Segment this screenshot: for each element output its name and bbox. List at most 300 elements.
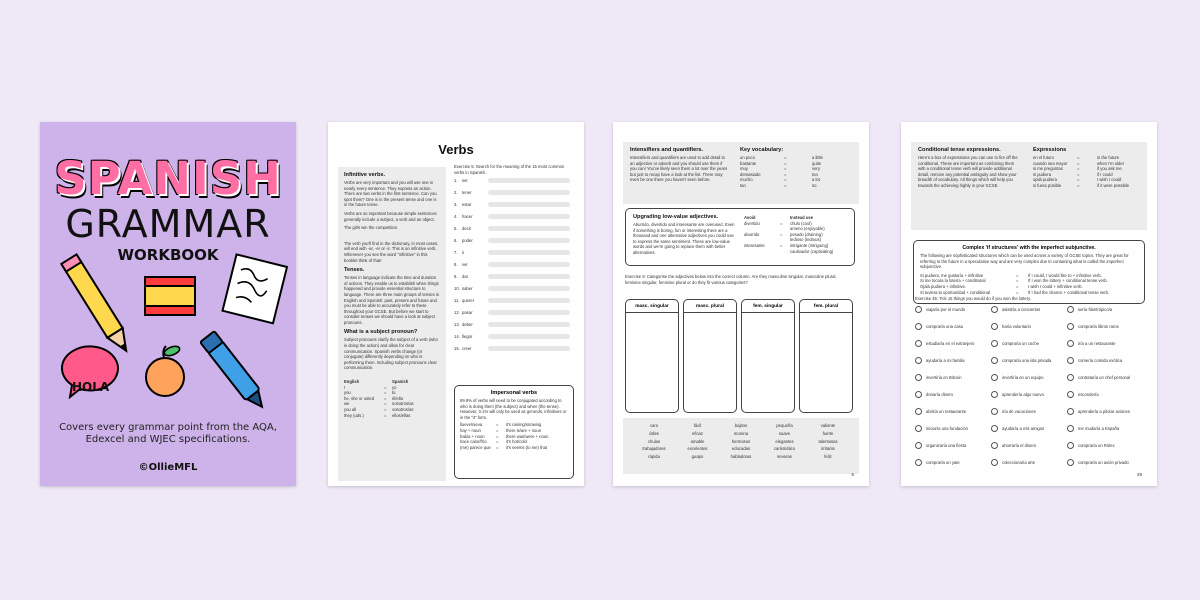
tick-label: coleccionaría arte bbox=[1002, 459, 1036, 465]
verb-infinitive: saber bbox=[462, 285, 473, 291]
tick-label: viajaría por el mundo bbox=[926, 306, 966, 312]
verb-infinitive: decir bbox=[462, 225, 472, 231]
note-icon bbox=[223, 254, 287, 323]
tick-row bbox=[915, 408, 1145, 415]
adjective-word: carismático bbox=[773, 446, 796, 452]
pronoun-english: I bbox=[344, 384, 346, 390]
adjective-word: fuerte bbox=[822, 430, 834, 436]
tick-item bbox=[1067, 340, 1143, 347]
tick-label: iría de vacaciones bbox=[1002, 408, 1036, 414]
verb-row bbox=[454, 190, 570, 196]
verb-row bbox=[454, 274, 570, 280]
tick-item bbox=[1067, 306, 1143, 313]
tick-label: escondería bbox=[1078, 391, 1099, 397]
exercise5-prompt: Exercise 5: Search for the meaning of the 15 most common verbs in Spanish. bbox=[454, 164, 565, 175]
pencil-icon bbox=[61, 254, 133, 355]
infinitive-heading: Infinitive verbs. bbox=[344, 172, 386, 178]
verb-row bbox=[454, 310, 570, 316]
tick-label: organizaría una fiesta bbox=[926, 442, 967, 448]
tick-circle[interactable] bbox=[991, 340, 998, 347]
impersonal-cell: = bbox=[496, 422, 499, 428]
if-structure-cell: = bbox=[1016, 283, 1019, 289]
impersonal-cell: hay + noun bbox=[460, 427, 481, 433]
tenses-text: Tenses in language indicate the time and duration of actions. They enable us to establish when things happened and provide essential structure to language. There are three main groups of tenses in English and Spanish: past, present and future and you must be able to accurately refer to these throughout your GCSE. But before we start to consider tenses we should have a look at subject pronouns. bbox=[344, 275, 440, 325]
adjective-word: suave bbox=[778, 430, 791, 436]
pronoun-english: you bbox=[344, 390, 351, 396]
tick-label: compraría libros raros bbox=[1078, 323, 1119, 329]
category-column[interactable] bbox=[683, 299, 737, 413]
if-structure-cell: If I could, I would like to + infinitive verb. bbox=[1028, 272, 1102, 278]
if-structure-cell: I wish I could + infinitive verb. bbox=[1028, 283, 1083, 289]
tick-item bbox=[1067, 323, 1143, 330]
tick-list bbox=[915, 306, 1145, 476]
adjective-word: amable bbox=[690, 438, 705, 444]
answer-line[interactable] bbox=[488, 202, 570, 207]
verb-infinitive: ver bbox=[462, 261, 468, 267]
verb-infinitive: pasar bbox=[462, 309, 473, 315]
verb-row bbox=[454, 250, 570, 256]
upgrade-cell: = bbox=[780, 242, 783, 248]
tick-circle[interactable] bbox=[1067, 459, 1074, 466]
expression-cell: = bbox=[1077, 160, 1080, 166]
if-structure-cell: Si me tocara la lotería + conditional bbox=[920, 278, 986, 284]
tick-row bbox=[915, 306, 1145, 313]
vocab-rows bbox=[740, 155, 852, 189]
tick-label: compraría un Rolex bbox=[1078, 442, 1115, 448]
impersonal-cell: = bbox=[496, 427, 499, 433]
vocab-cell: tan bbox=[740, 182, 746, 188]
tick-label: ayudaría a mis amigos bbox=[1002, 425, 1045, 431]
upgrade-cell: chulo (cool) bbox=[790, 220, 812, 226]
answer-line[interactable] bbox=[488, 178, 570, 183]
tick-circle[interactable] bbox=[915, 306, 922, 313]
exercise45-prompt: Exercise 45: Tick 15 things you would do if you won the lottery. bbox=[915, 296, 1032, 301]
answer-line[interactable] bbox=[488, 286, 570, 291]
impersonal-rows bbox=[455, 422, 573, 450]
tick-circle[interactable] bbox=[915, 391, 922, 398]
tick-circle[interactable] bbox=[991, 425, 998, 432]
tick-label: sería filantrópico/a bbox=[1078, 306, 1113, 312]
verb-row bbox=[454, 238, 570, 244]
pronoun-heading: What is a subject pronoun? bbox=[344, 329, 418, 336]
if-structure-cell: Si tuviera la oportunidad + conditional bbox=[920, 289, 990, 295]
answer-line[interactable] bbox=[488, 262, 570, 267]
if-structures-heading: Complex 'if structures' with the imperfect subjunctive. bbox=[962, 245, 1096, 251]
answer-line[interactable] bbox=[488, 226, 570, 231]
impersonal-cell: it's seems (to me) that bbox=[506, 444, 548, 450]
verb-row bbox=[454, 322, 570, 328]
adjectives-page bbox=[613, 122, 869, 486]
upgrade-cell: cautivador (captivating) bbox=[790, 248, 834, 254]
tick-label: invertiría en un equipo bbox=[1002, 374, 1044, 380]
expression-row bbox=[1033, 183, 1141, 189]
adjective-row bbox=[633, 446, 849, 452]
pronoun-spanish: ellos/ellas bbox=[392, 412, 411, 418]
adjective-word: chulas bbox=[647, 438, 661, 444]
category-column[interactable] bbox=[625, 299, 679, 413]
verbs-info-panel bbox=[338, 167, 446, 481]
tick-item bbox=[915, 357, 991, 364]
answer-line[interactable] bbox=[488, 346, 570, 351]
conditional-heading: Conditional tense expressions. bbox=[918, 147, 1001, 153]
expression-cell: = bbox=[1077, 166, 1080, 172]
intensifiers-text: Intensifiers and quantifiers are used to add detail to an adjective or adverb and you should use them if you can! You've likely seen them a lot over the years but just to recap have a look at the list. There may even be one there you haven't seen before. bbox=[630, 155, 728, 183]
impersonal-cell: llueve/nieva bbox=[460, 422, 483, 428]
conditional-panel bbox=[911, 142, 1147, 230]
conditional-page bbox=[901, 122, 1157, 486]
verb-number: 15. bbox=[454, 345, 460, 351]
adjective-word: hermosos bbox=[731, 438, 751, 444]
tick-item bbox=[1067, 408, 1143, 415]
verb-row bbox=[454, 286, 570, 292]
upgrade-cell bbox=[744, 249, 780, 255]
intensifiers-panel bbox=[623, 142, 859, 204]
if-structure-cell: If I had the chance + conditional tense verb. bbox=[1028, 289, 1110, 295]
adjective-word: feliz bbox=[824, 454, 832, 460]
verb-number: 4. bbox=[454, 213, 458, 219]
tick-circle[interactable] bbox=[991, 459, 998, 466]
tick-circle[interactable] bbox=[915, 408, 922, 415]
column-heading: fem. plural bbox=[800, 300, 852, 313]
pronoun-equals: = bbox=[384, 384, 387, 390]
expression-cell: = bbox=[1077, 182, 1080, 188]
tick-label: compraría un coche bbox=[1002, 340, 1040, 346]
if-structure-cell: = bbox=[1016, 289, 1019, 295]
peach-icon bbox=[146, 345, 184, 396]
verb-infinitive: dar bbox=[462, 273, 469, 279]
tick-label: compraría una isla privada bbox=[1002, 357, 1052, 363]
verb-number: 2. bbox=[454, 189, 458, 195]
upgrade-cell bbox=[780, 249, 790, 255]
pronoun-header-cell: Spanish bbox=[392, 379, 409, 385]
adjective-row bbox=[633, 423, 849, 429]
tick-circle[interactable] bbox=[1067, 306, 1074, 313]
vocab-cell: bastante bbox=[740, 160, 757, 166]
vocab-cell: = bbox=[784, 160, 787, 166]
tick-label: estudiaría en el extranjero bbox=[926, 340, 975, 346]
impersonal-text: 99.9% of verbs will need to be conjugated according to who is doing them (the subject) and when (the tense). However, 0.1% will only be used as gerunds, infinitives or in the "it" form. bbox=[460, 398, 567, 420]
cover-title-workbook: WORKBOOK bbox=[117, 246, 219, 264]
tick-row bbox=[915, 391, 1145, 398]
tick-circle[interactable] bbox=[1067, 340, 1074, 347]
infinitive-text-3: The verb you'll find in the dictionary, in most cases, will end with -ar, -er or -ir. This is an infinitive verb. Whenever you see the word "infinitive" in this booklet think of that! bbox=[344, 240, 439, 263]
adjective-word: útiles bbox=[649, 430, 659, 436]
tick-row bbox=[915, 374, 1145, 381]
vocab-cell: = bbox=[784, 155, 787, 160]
adjective-word: irritante bbox=[821, 446, 835, 452]
tick-circle[interactable] bbox=[991, 357, 998, 364]
answer-line[interactable] bbox=[488, 238, 570, 243]
tick-circle[interactable] bbox=[1067, 391, 1074, 398]
column-heading: masc. plural bbox=[684, 300, 736, 313]
tick-item bbox=[991, 442, 1067, 449]
vocab-cell: = bbox=[784, 171, 787, 177]
verb-infinitive: tener bbox=[462, 189, 472, 195]
tick-circle[interactable] bbox=[1067, 408, 1074, 415]
verb-number: 9. bbox=[454, 273, 458, 279]
impersonal-heading: Impersonal verbs bbox=[490, 390, 538, 396]
tick-circle[interactable] bbox=[1067, 323, 1074, 330]
column-heading: masc. singular bbox=[626, 300, 678, 313]
verb-row bbox=[454, 226, 570, 232]
tick-item bbox=[991, 391, 1067, 398]
verb-list bbox=[454, 178, 570, 358]
adjective-word: bajitos bbox=[734, 423, 748, 428]
impersonal-cell: there is/are + noun bbox=[506, 427, 542, 433]
tick-item bbox=[1067, 357, 1143, 364]
answer-line[interactable] bbox=[488, 334, 570, 339]
if-structure-cell: = bbox=[1016, 278, 1019, 284]
pronoun-spanish: nosotros/as bbox=[392, 401, 414, 407]
expressions-heading: Expressions bbox=[1033, 147, 1067, 153]
vocab-cell: = bbox=[784, 182, 787, 188]
tick-item bbox=[991, 340, 1067, 347]
upgrade-cell: aburrido bbox=[744, 231, 760, 237]
tick-row bbox=[915, 459, 1145, 466]
pronoun-spanish: él/ella bbox=[392, 395, 403, 401]
tick-item bbox=[915, 323, 991, 330]
adjective-word: guapo bbox=[691, 454, 704, 460]
adjective-word: educadas bbox=[731, 446, 751, 452]
tick-item bbox=[991, 408, 1067, 415]
cover-page bbox=[40, 122, 296, 486]
vocab-cell: a little bbox=[812, 155, 823, 160]
impersonal-cell: there was/were + noun bbox=[506, 433, 549, 439]
answer-line[interactable] bbox=[488, 250, 570, 255]
vocab-cell: quite bbox=[812, 160, 822, 166]
adjective-word: severas bbox=[777, 454, 792, 460]
upgrade-cell: ameno (enjoyable) bbox=[790, 226, 825, 232]
cover-copyright: ©OllieMFL bbox=[138, 462, 198, 473]
upgrade-adjectives-box bbox=[625, 208, 855, 266]
answer-line[interactable] bbox=[488, 190, 570, 195]
adjective-word: excelentes bbox=[687, 446, 708, 452]
adjective-word: trabajadores bbox=[642, 446, 666, 452]
pronoun-equals: = bbox=[384, 390, 387, 396]
adjective-word: rápida bbox=[648, 454, 660, 460]
tick-label: donaría dinero bbox=[926, 391, 954, 397]
column-heading: fem. singular bbox=[742, 300, 794, 313]
verb-row bbox=[454, 202, 570, 208]
if-structure-cell: Ojalá pudiera + infinitive. bbox=[920, 283, 966, 289]
verb-row bbox=[454, 178, 570, 184]
tick-label: invertiría en Bitcoin bbox=[926, 374, 962, 380]
verb-infinitive: poder bbox=[462, 237, 473, 243]
tick-item bbox=[991, 425, 1067, 432]
tick-item bbox=[991, 323, 1067, 330]
tick-circle[interactable] bbox=[991, 323, 998, 330]
verb-infinitive: querer bbox=[462, 297, 475, 303]
adjective-word: elegantes bbox=[775, 438, 794, 444]
if-structure-row bbox=[920, 290, 1138, 296]
verb-number: 12. bbox=[454, 309, 460, 315]
upgrade-cell: intrigante (intriguing) bbox=[790, 242, 829, 248]
tick-circle[interactable] bbox=[915, 374, 922, 381]
tick-row bbox=[915, 340, 1145, 347]
tick-circle[interactable] bbox=[991, 391, 998, 398]
upgrade-cell: tedioso (tedious) bbox=[790, 237, 821, 243]
cover-title-grammar: GRAMMAR bbox=[65, 202, 271, 246]
adjective-row bbox=[633, 439, 849, 445]
verb-row bbox=[454, 214, 570, 220]
tick-circle[interactable] bbox=[915, 459, 922, 466]
vocab-cell: demasiado bbox=[740, 171, 761, 177]
tick-item bbox=[1067, 374, 1143, 381]
avoid-label: Avoid bbox=[744, 215, 756, 220]
example-sentence: The girls win the competition. bbox=[344, 225, 399, 231]
tick-item bbox=[991, 374, 1067, 381]
spanish-flag-icon bbox=[145, 277, 195, 315]
if-structures-rows bbox=[914, 272, 1144, 296]
verb-infinitive: deber bbox=[462, 321, 473, 327]
tick-item bbox=[915, 306, 991, 313]
tick-item bbox=[991, 357, 1067, 364]
answer-line[interactable] bbox=[488, 214, 570, 219]
verb-number: 13. bbox=[454, 321, 460, 327]
tick-circle[interactable] bbox=[915, 442, 922, 449]
impersonal-cell: = bbox=[496, 433, 499, 439]
tick-circle[interactable] bbox=[915, 357, 922, 364]
pronoun-header-cell: English bbox=[344, 379, 360, 385]
adjective-bank bbox=[623, 418, 859, 474]
tick-row bbox=[915, 425, 1145, 432]
if-structure-cell: If I won the lottery + conditional tense verb. bbox=[1028, 278, 1108, 284]
category-column[interactable] bbox=[799, 299, 853, 413]
verb-row bbox=[454, 262, 570, 268]
key-vocab-heading: Key vocabulary: bbox=[740, 147, 784, 153]
answer-line[interactable] bbox=[488, 298, 570, 303]
impersonal-verbs-box bbox=[454, 385, 574, 479]
tick-label: aprendería a pilotar aviones bbox=[1078, 408, 1130, 414]
verb-infinitive: hacer bbox=[462, 213, 473, 219]
tick-label: compraría un yate bbox=[926, 459, 960, 465]
tick-circle[interactable] bbox=[915, 323, 922, 330]
pronoun-english: he, she or usted bbox=[344, 395, 375, 401]
pronoun-row bbox=[344, 413, 440, 419]
impersonal-cell: hace calor/frío bbox=[460, 439, 487, 445]
tick-circle[interactable] bbox=[915, 425, 922, 432]
verb-number: 14. bbox=[454, 333, 460, 339]
impersonal-cell: había + noun bbox=[460, 433, 485, 439]
tick-row bbox=[915, 442, 1145, 449]
adjective-row bbox=[633, 454, 849, 460]
adjective-word: fácil bbox=[693, 423, 702, 428]
verb-infinitive: creer bbox=[462, 345, 472, 351]
tick-item bbox=[915, 340, 991, 347]
verb-infinitive: ser bbox=[462, 178, 468, 183]
vocab-cell: = bbox=[784, 177, 787, 183]
adjective-word: valiente bbox=[820, 423, 836, 428]
upgrade-row bbox=[744, 249, 850, 255]
tick-circle[interactable] bbox=[991, 306, 998, 313]
tick-circle[interactable] bbox=[1067, 374, 1074, 381]
tick-label: me mudaría a España bbox=[1078, 425, 1120, 431]
verb-number: 3. bbox=[454, 201, 458, 207]
adjective-word: morena bbox=[733, 430, 749, 436]
upgrade-rows bbox=[744, 221, 850, 255]
tick-item bbox=[915, 374, 991, 381]
hola-sticker: HOLA bbox=[72, 380, 110, 394]
tick-circle[interactable] bbox=[1067, 425, 1074, 432]
tick-circle[interactable] bbox=[991, 442, 998, 449]
upgrade-cell: interesante bbox=[744, 242, 765, 248]
instead-label: Instead use bbox=[790, 215, 814, 220]
expression-cell: en el futuro bbox=[1033, 155, 1054, 160]
tick-label: abriría un restaurante bbox=[926, 408, 967, 414]
tick-item bbox=[915, 391, 991, 398]
verb-number: 6. bbox=[454, 237, 458, 243]
vocab-cell: too bbox=[812, 171, 818, 177]
expression-cell: = bbox=[1077, 171, 1080, 177]
verb-number: 1. bbox=[454, 178, 458, 183]
page-title: Verbs bbox=[438, 142, 474, 157]
verb-number: 10. bbox=[454, 285, 460, 291]
cover-title-spanish: SPANISH bbox=[54, 152, 282, 205]
tick-label: iría a un restaurante bbox=[1078, 340, 1116, 346]
impersonal-cell: (me) parece que bbox=[460, 444, 491, 450]
tick-row bbox=[915, 357, 1145, 364]
verb-row bbox=[454, 346, 570, 352]
upgrade-cell: = bbox=[780, 220, 783, 226]
pronoun-table bbox=[344, 379, 440, 418]
verb-number: 5. bbox=[454, 225, 458, 231]
conditional-text: Here's a box of expressions you can use to fire off the conditional. These are important as combining them with a conditional tense verb will provide additional detail, remove any potential ambiguity and show your breadth of vocabulary. All things which will help you towards the achieving highly in your GCSE. bbox=[918, 155, 1018, 188]
answer-line[interactable] bbox=[488, 274, 570, 279]
vocab-row bbox=[740, 183, 852, 189]
if-structures-text: The following are sophisticated structures which can be used across a variety of GCSE topics. They are great for referring to the future in a speculative way and are very complex due to containing what is called the imperfect subjunctive. bbox=[920, 253, 1129, 270]
answer-line[interactable] bbox=[488, 322, 570, 327]
tick-item bbox=[915, 459, 991, 466]
verb-row bbox=[454, 334, 570, 340]
expression-cell: if I could bbox=[1097, 171, 1113, 177]
expression-cell: if you ask me bbox=[1097, 166, 1122, 172]
tick-circle[interactable] bbox=[991, 374, 998, 381]
verb-number: 8. bbox=[454, 261, 458, 267]
impersonal-cell: it's hot/cold bbox=[506, 439, 527, 445]
expression-cell: = bbox=[1077, 155, 1080, 160]
expression-cell: I wish I could bbox=[1097, 177, 1122, 183]
tick-item bbox=[915, 442, 991, 449]
answer-line[interactable] bbox=[488, 310, 570, 315]
tick-circle[interactable] bbox=[991, 408, 998, 415]
pronoun-text: Subject pronouns clarify the subject of a verb (who is doing the action) and allow for clear communication. Spanish verbs change (or conjugate) differently depending on who is performing them. Including subject pronouns clear communication. bbox=[344, 337, 438, 371]
infinitive-text-2: Verbs are so important because simple sentences generally include a subject, a verb and an object. bbox=[344, 210, 437, 222]
tick-label: aprendería algo nuevo bbox=[1002, 391, 1044, 397]
tick-label: haría voluntario bbox=[1002, 323, 1031, 329]
adjective-row bbox=[633, 431, 849, 437]
expression-cell: in the future bbox=[1097, 155, 1120, 160]
tick-circle[interactable] bbox=[915, 340, 922, 347]
if-structures-box bbox=[913, 240, 1145, 304]
cover-blurb: Covers every grammar point from the AQA, Edexcel and WJEC specifications. bbox=[59, 422, 277, 445]
tick-item bbox=[1067, 425, 1143, 432]
adjective-word: caro bbox=[649, 423, 659, 428]
tick-label: asistiría a conciertos bbox=[1002, 306, 1041, 312]
page-number: 28 bbox=[1136, 472, 1142, 477]
tick-item bbox=[915, 408, 991, 415]
tick-item bbox=[1067, 442, 1143, 449]
tenses-heading: Tenses. bbox=[344, 267, 365, 274]
expression-cell: si me preguntas bbox=[1033, 166, 1063, 172]
tick-label: ahorraría el dinero bbox=[1002, 442, 1037, 448]
marker-icon bbox=[200, 331, 269, 412]
tick-circle[interactable] bbox=[1067, 357, 1074, 364]
category-column[interactable] bbox=[741, 299, 795, 413]
infinitive-text: Verbs are very important and you will use one in nearly every sentence. They express an action. There are two verbs in the first sentence. Can you spot them? One is in the present tense and one is in the future tense. bbox=[344, 180, 437, 208]
pronoun-english: you all bbox=[344, 407, 357, 412]
tick-item bbox=[1067, 459, 1143, 466]
tick-circle[interactable] bbox=[1067, 442, 1074, 449]
